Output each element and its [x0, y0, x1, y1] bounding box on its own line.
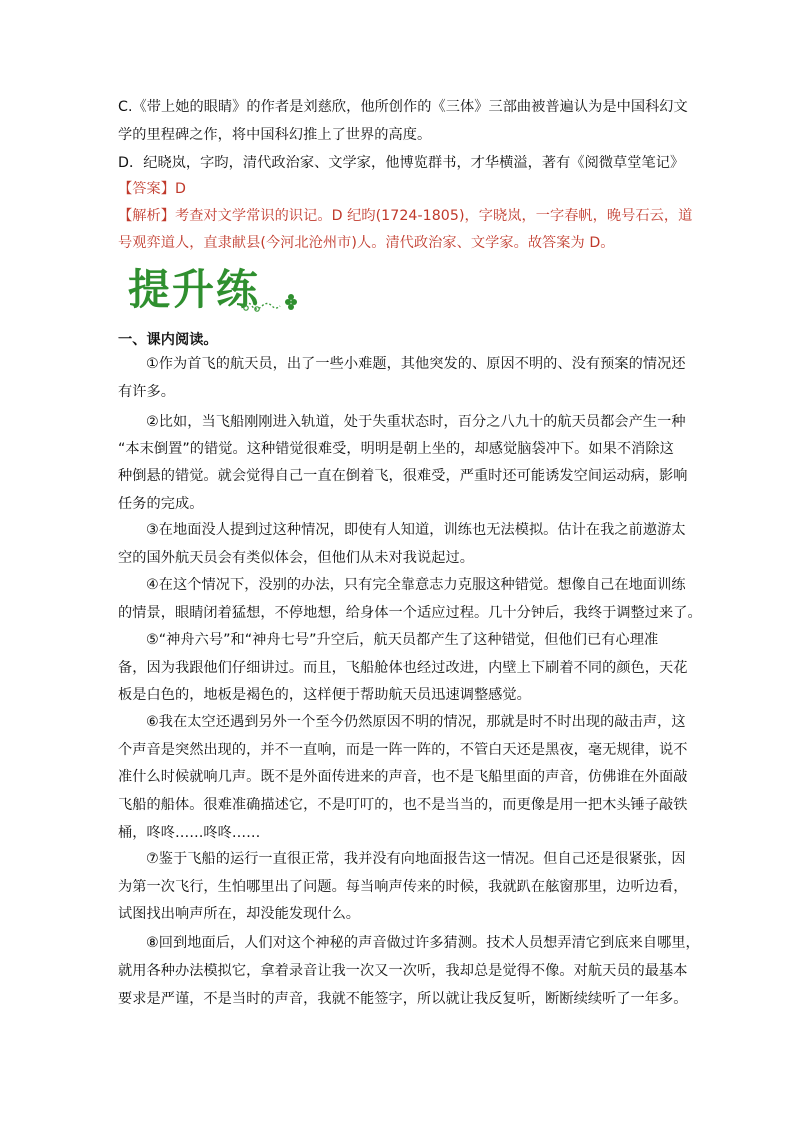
option-d-line-1: D．纪晓岚，字昀，清代政治家、文学家，他博览群书，才华横溢，著有《阅微草堂笔记》 [118, 155, 685, 171]
passage-line: ⑧回到地面后，人们对这个神秘的声音做过许多猜测。技术人员想弄清它到底来自哪里， [146, 935, 700, 951]
passage-line: 有许多。 [118, 384, 175, 400]
answer-label: 【答案】 [118, 181, 175, 197]
passage-line: 为第一次飞行，生怕哪里出了问题。每当响声传来的时候，我就趴在舷窗那里，边听边看， [118, 879, 688, 895]
passage-line: ⑦鉴于飞船的运行一直很正常，我并没有向地面报告这一情况。但自己还是很紧张，因 [146, 851, 686, 867]
passage-line: 飞船的船体。很难准确描述它，不是叮叮的，也不是当当的，而更像是用一把木头锤子敲铁 [118, 797, 688, 813]
passage-line: 就用各种办法模拟它，拿着录音让我一次又一次听，我却总是觉得不像。对航天员的最基本 [118, 963, 688, 979]
analysis-label: 【解析】 [118, 208, 175, 224]
answer-value: D [174, 181, 186, 197]
passage-line: ⑥我在太空还遇到另外一个至今仍然原因不明的情况，那就是时不时出现的敲击声，这 [146, 714, 686, 730]
passage-line: 要求是严谨，不是当时的声音，我就不能签字，所以就让我反复听，断断续续听了一年多。 [118, 991, 688, 1007]
section-logo-text: 提升练 [128, 265, 261, 314]
analysis-line-1 [118, 206, 693, 226]
passage-line: 板是白色的，地板是褐色的，这样便于帮助航天员迅速调整感觉。 [118, 687, 531, 703]
passage-line: 备，因为我跟他们仔细讲过。而且，飞船舱体也经过改进，内壁上下刷着不同的颜色，天花 [118, 660, 688, 676]
passage-line: 个声音是突然出现的，并不一直响，而是一阵一阵的，不管白天还是黑夜，毫无规律，说不 [118, 742, 688, 758]
passage-line: 桶，咚咚……咚咚…… [118, 825, 261, 841]
passage-line: 准什么时候就响几声。既不是外面传进来的声音，也不是飞船里面的声音，仿佛谁在外面敲 [118, 769, 688, 785]
passage-line: ③在地面没人提到过这种情况，即使有人知道，训练也无法模拟。估计在我之前遨游太 [146, 522, 686, 538]
passage-line: ⑤“神舟六号”和“神舟七号”升空后，航天员都产生了这种错觉，但他们已有心理准 [146, 632, 659, 648]
section-logo [124, 262, 304, 318]
passage-line: 的情景，眼睛闭着猛想，不停地想，给身体一个适应过程。几十分钟后，我终于调整过来了。 [118, 605, 702, 621]
passage-line: ④在这个情况下，没别的办法，只有完全靠意志力克服这种错觉。想像自己在地面训练 [146, 577, 686, 593]
answer-line [118, 179, 678, 199]
passage-line: 种倒悬的错觉。就会觉得自己一直在倒着飞，很难受，严重时还可能诱发空间运动病，影响 [118, 468, 688, 484]
passage-line: “本末倒置”的错觉。这种错觉很难受，明明是朝上坐的，却感觉脑袋冲下。如果不消除这 [118, 441, 674, 457]
passage-line: 试图找出响声所在，却没能发现什么。 [118, 906, 361, 922]
analysis-line-2: 号观弈道人，直隶献县(今河北沧州市)人。清代政治家、文学家。故答案为 D。 [118, 235, 615, 251]
passage-line: 空的国外航天员会有类似体会，但他们从未对我说起过。 [118, 550, 474, 566]
reading-heading: 一、课内阅读。 [118, 332, 218, 348]
passage-line: ①作为首飞的航天员，出了一些小难题，其他突发的、原因不明的、没有预案的情况还 [146, 356, 686, 372]
passage-line: 任务的完成。 [118, 496, 204, 512]
option-c-line-1: C.《带上她的眼睛》的作者是刘慈欣，他所创作的《三体》三部曲被普遍认为是中国科幻文 [118, 99, 688, 115]
option-c-line-2: 学的里程碑之作，将中国科幻推上了世界的高度。 [118, 127, 432, 143]
passage-line: ②比如，当飞船刚刚进入轨道，处于失重状态时，百分之八九十的航天员都会产生一种 [146, 414, 686, 430]
analysis-text-1: 考查对文学常识的识记。D 纪昀(1724-1805)，字晓岚，一字春帆，晚号石云，道 [174, 208, 693, 224]
